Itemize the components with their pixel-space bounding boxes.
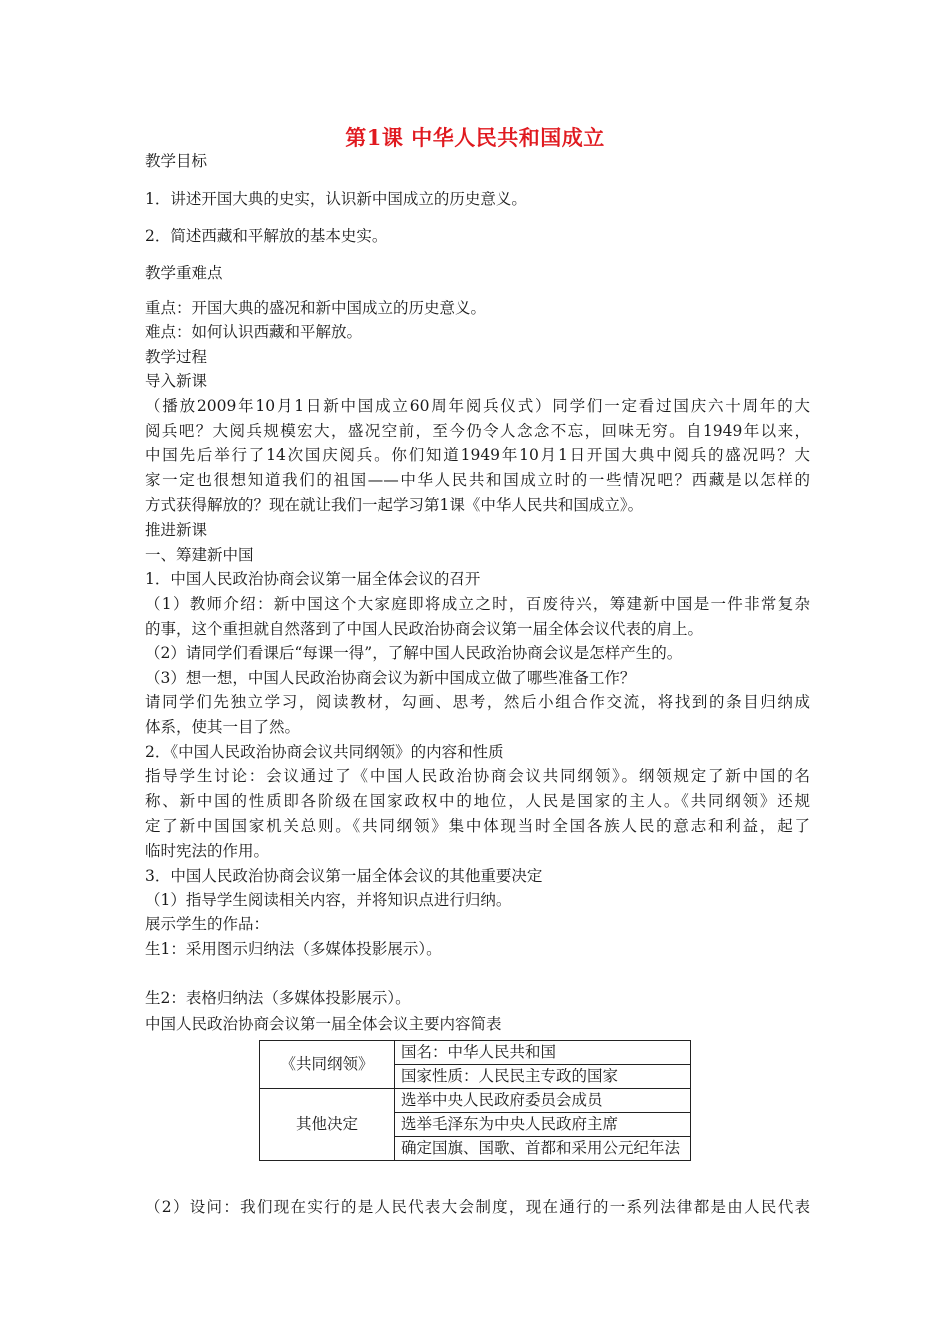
heading-new-lesson: 推进新课 xyxy=(145,521,208,539)
body-line: 称、新中国的性质即各阶级在国家政权中的地位，人民是国家的主人。《共同纲领》还规 xyxy=(145,792,810,810)
subsection-2-heading: 2．《中国人民政治协商会议共同纲领》的内容和性质 xyxy=(145,743,504,761)
intro-line: 方式获得解放的？现在就让我们一起学习第1课《中华人民共和国成立》。 xyxy=(145,496,644,514)
body-line: 指导学生讨论：会议通过了《中国人民政治协商会议共同纲领》。纲领规定了新中国的名 xyxy=(145,767,810,785)
key-point: 重点：开国大典的盛况和新中国成立的历史意义。 xyxy=(145,299,487,317)
subsection-1-heading: 1．中国人民政治协商会议第一届全体会议的召开 xyxy=(145,570,481,588)
body-line: 生2：表格归纳法（多媒体投影展示）。 xyxy=(145,989,411,1007)
body-line: （2）请同学们看课后“每课一得”，了解中国人民政治协商会议是怎样产生的。 xyxy=(145,644,683,662)
table-cell: 国家性质：人民民主专政的国家 xyxy=(395,1065,691,1089)
body-line: 请同学们先独立学习，阅读教材，勾画、思考，然后小组合作交流，将找到的条目归纳成 xyxy=(145,693,810,711)
table-cell: 确定国旗、国歌、首都和采用公元纪年法 xyxy=(395,1137,691,1161)
body-line: 生1：采用图示归纳法（多媒体投影展示）。 xyxy=(145,940,442,958)
body-line: 定了新中国国家机关总则。《共同纲领》集中体现当时全国各族人民的意志和利益，起了 xyxy=(145,817,810,835)
heading-introduction: 导入新课 xyxy=(145,372,208,390)
intro-line: 家一定也很想知道我们的祖国——中华人民共和国成立时的一些情况吧？西藏是以怎样的 xyxy=(145,471,810,489)
table-caption: 中国人民政治协商会议第一届全体会议主要内容简表 xyxy=(145,1015,502,1033)
table-row xyxy=(260,1089,691,1113)
intro-line: 阅兵吧？大阅兵规模宏大，盛况空前，至今仍令人念念不忘，回味无穷。自1949年以来， xyxy=(145,422,810,440)
table-row xyxy=(260,1041,691,1065)
heading-key-points: 教学重难点 xyxy=(145,264,223,282)
body-line: 体系，使其一目了然。 xyxy=(145,718,301,736)
table-group-label: 其他决定 xyxy=(260,1089,395,1161)
table-cell: 选举中央人民政府委员会成员 xyxy=(395,1089,691,1113)
heading-teaching-goals: 教学目标 xyxy=(145,152,208,170)
subsection-3-heading: 3．中国人民政治协商会议第一届全体会议的其他重要决定 xyxy=(145,867,543,885)
body-line: 临时宪法的作用。 xyxy=(145,842,270,860)
body-line: （1）教师介绍：新中国这个大家庭即将成立之时，百废待兴，筹建新中国是一件非常复杂 xyxy=(145,595,810,613)
lesson-title: 第1课 中华人民共和国成立 xyxy=(345,125,605,150)
intro-line: （播放2009年10月1日新中国成立60周年阅兵仪式）同学们一定看过国庆六十周年的大 xyxy=(145,397,810,415)
body-line: （2）设问：我们现在实行的是人民代表大会制度，现在通行的一系列法律都是由人民代表 xyxy=(145,1198,810,1216)
body-line: （1）指导学生阅读相关内容，并将知识点进行归纳。 xyxy=(145,891,512,909)
summary-table xyxy=(259,1040,691,1161)
body-line: 展示学生的作品： xyxy=(145,915,270,933)
body-line: （3）想一想，中国人民政治协商会议为新中国成立做了哪些准备工作？ xyxy=(145,669,636,687)
body-line: 的事，这个重担就自然落到了中国人民政治协商会议第一届全体会议代表的肩上。 xyxy=(145,620,704,638)
table-cell: 选举毛泽东为中央人民政府主席 xyxy=(395,1113,691,1137)
table-group-label: 《共同纲领》 xyxy=(260,1041,395,1089)
intro-line: 中国先后举行了14次国庆阅兵。你们知道1949年10月1日开国大典中阅兵的盛况吗？大 xyxy=(145,446,810,464)
goal-2: 2．简述西藏和平解放的基本史实。 xyxy=(145,227,388,245)
heading-teaching-process: 教学过程 xyxy=(145,348,208,366)
section-1-heading: 一、筹建新中国 xyxy=(145,546,254,564)
table-cell: 国名：中华人民共和国 xyxy=(395,1041,691,1065)
difficult-point: 难点：如何认识西藏和平解放。 xyxy=(145,323,363,341)
goal-1: 1．讲述开国大典的史实，认识新中国成立的历史意义。 xyxy=(145,190,527,208)
